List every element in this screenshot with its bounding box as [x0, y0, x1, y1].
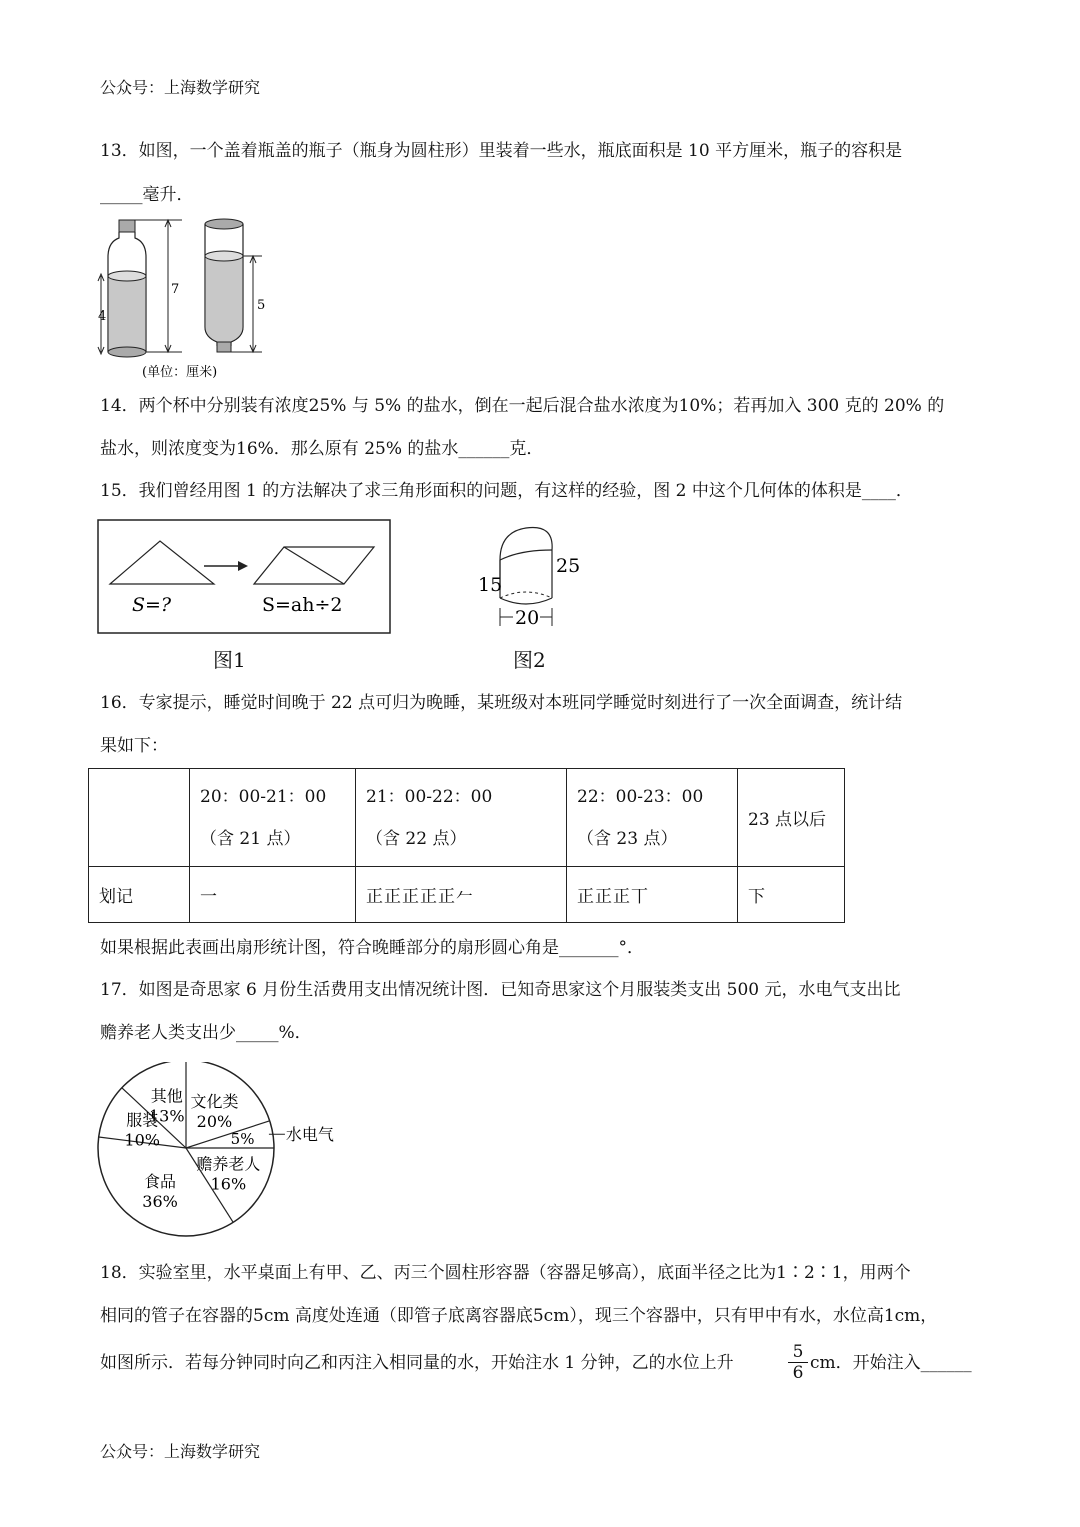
pie-slice-label: 文化类: [190, 1091, 239, 1111]
tally-cell: 正正正丅: [567, 867, 738, 923]
table-header-row: [89, 769, 845, 867]
pie-slice-label: 其他: [150, 1086, 183, 1106]
pie-slice-percent: 20%: [196, 1111, 233, 1131]
fraction: [788, 1342, 808, 1383]
fig2-label-20: 20: [515, 607, 540, 629]
q18-line3: [100, 1355, 734, 1372]
table-header-cell: [356, 769, 567, 867]
pie-slice-percent: 16%: [210, 1174, 247, 1194]
q13-line1: 13．如图，一个盖着瓶盖的瓶子（瓶身为圆柱形）里装着一些水，瓶底面积是 10 平方厘米，瓶子的容积是: [100, 141, 903, 161]
q16-after: 如果根据此表画出扇形统计图，符合晚睡部分的扇形圆心角是_______°．: [100, 938, 644, 958]
pie-slice-percent: 10%: [124, 1130, 160, 1150]
bottle-caption: (单位：厘米): [142, 365, 218, 380]
q18-line2: 相同的管子在容器的5cm 高度处连通（即管子底离容器底5cm），现三个容器中，只有甲中有水，水位高1cm，: [100, 1306, 938, 1326]
q14-line1: 14．两个杯中分别装有浓度25% 与 5% 的盐水，倒在一起后混合盐水浓度为10%；若再加入 300 克的 20% 的: [100, 396, 945, 416]
fig1-caption: 图1: [213, 648, 246, 672]
q18-line3-text: 如图所示．若每分钟同时向乙和丙注入相同量的水，开始注水 1 分钟，乙的水位上升: [100, 1353, 734, 1373]
label-4: 4: [98, 309, 107, 324]
bottle-figure: [90, 212, 280, 382]
row-label: 划记: [89, 867, 190, 923]
fig2-label-25: 25: [556, 555, 581, 577]
q17-line1: 17．如图是奇思家 6 月份生活费用支出情况统计图．已知奇思家这个月服装类支出 500 元，水电气支出比: [100, 980, 901, 1000]
table-header-cell: [567, 769, 738, 867]
tally-table: [88, 768, 845, 923]
q18-line1: 18．实验室里，水平桌面上有甲、乙、丙三个圆柱形容器（容器足够高），底面半径之比为1∶2∶1，用两个: [100, 1263, 911, 1283]
header-note: （含 23 点）: [577, 828, 678, 849]
header-note: （含 22 点）: [366, 828, 467, 849]
q13-line2: _____毫升．: [100, 185, 194, 205]
tally-cell: 下: [738, 867, 845, 923]
q14-line2: 盐水，则浓度变为16%．那么原有 25% 的盐水______克．: [100, 439, 544, 459]
header-note: （含 21 点）: [200, 828, 301, 849]
pie-slice-percent: 5%: [230, 1130, 255, 1149]
table-corner-cell: [89, 769, 190, 867]
q16-line2: 果如下：: [100, 736, 168, 756]
fig2-caption: 图2: [513, 648, 546, 672]
q18-line3-tail: cm．开始注入______: [810, 1353, 972, 1373]
pie-slice-label: 服装: [126, 1110, 159, 1130]
pie-slice-label: 赡养老人: [196, 1154, 261, 1174]
table-header-cell: [190, 769, 356, 867]
pie-slice-percent: 13%: [148, 1106, 185, 1126]
q16-line1: 16．专家提示，睡觉时间晚于 22 点可归为晚睡，某班级对本班同学睡觉时刻进行了一次全面调查，统计结: [100, 693, 903, 713]
label-5: 5: [257, 298, 266, 313]
pie-slice-label: 食品: [144, 1171, 177, 1191]
fig1-left-label: S=?: [132, 594, 172, 616]
q17-line2: 赡养老人类支出少_____%．: [100, 1023, 312, 1043]
header-range: 20：00-21：00: [200, 786, 327, 807]
table-row: [89, 867, 845, 923]
header-range: 21：00-22：00: [366, 786, 493, 807]
figure-1: [96, 518, 396, 636]
figure-2: [470, 520, 590, 632]
fig2-label-15: 15: [478, 574, 503, 596]
footer-text: 公众号：上海数学研究: [100, 1442, 261, 1461]
tally-cell: 正正正正正𠂉: [356, 867, 567, 923]
pie-chart: [96, 1062, 356, 1242]
q15-line1: 15．我们曾经用图 1 的方法解决了求三角形面积的问题，有这样的经验，图 2 中这个几何体的体积是____．: [100, 481, 913, 501]
header-range: 22：00-23：00: [577, 786, 704, 807]
fig1-right-label: S=ah÷2: [262, 594, 343, 616]
fraction-denominator: 6: [792, 1363, 804, 1383]
fraction-numerator: 5: [788, 1342, 808, 1363]
tally-cell: 一: [190, 867, 356, 923]
pie-slice-percent: 36%: [142, 1191, 178, 1211]
table-header-cell: 23 点以后: [738, 769, 845, 867]
pie-slice-label: 水电气: [285, 1125, 334, 1145]
header-text: 公众号：上海数学研究: [100, 78, 261, 97]
label-7: 7: [171, 282, 180, 297]
